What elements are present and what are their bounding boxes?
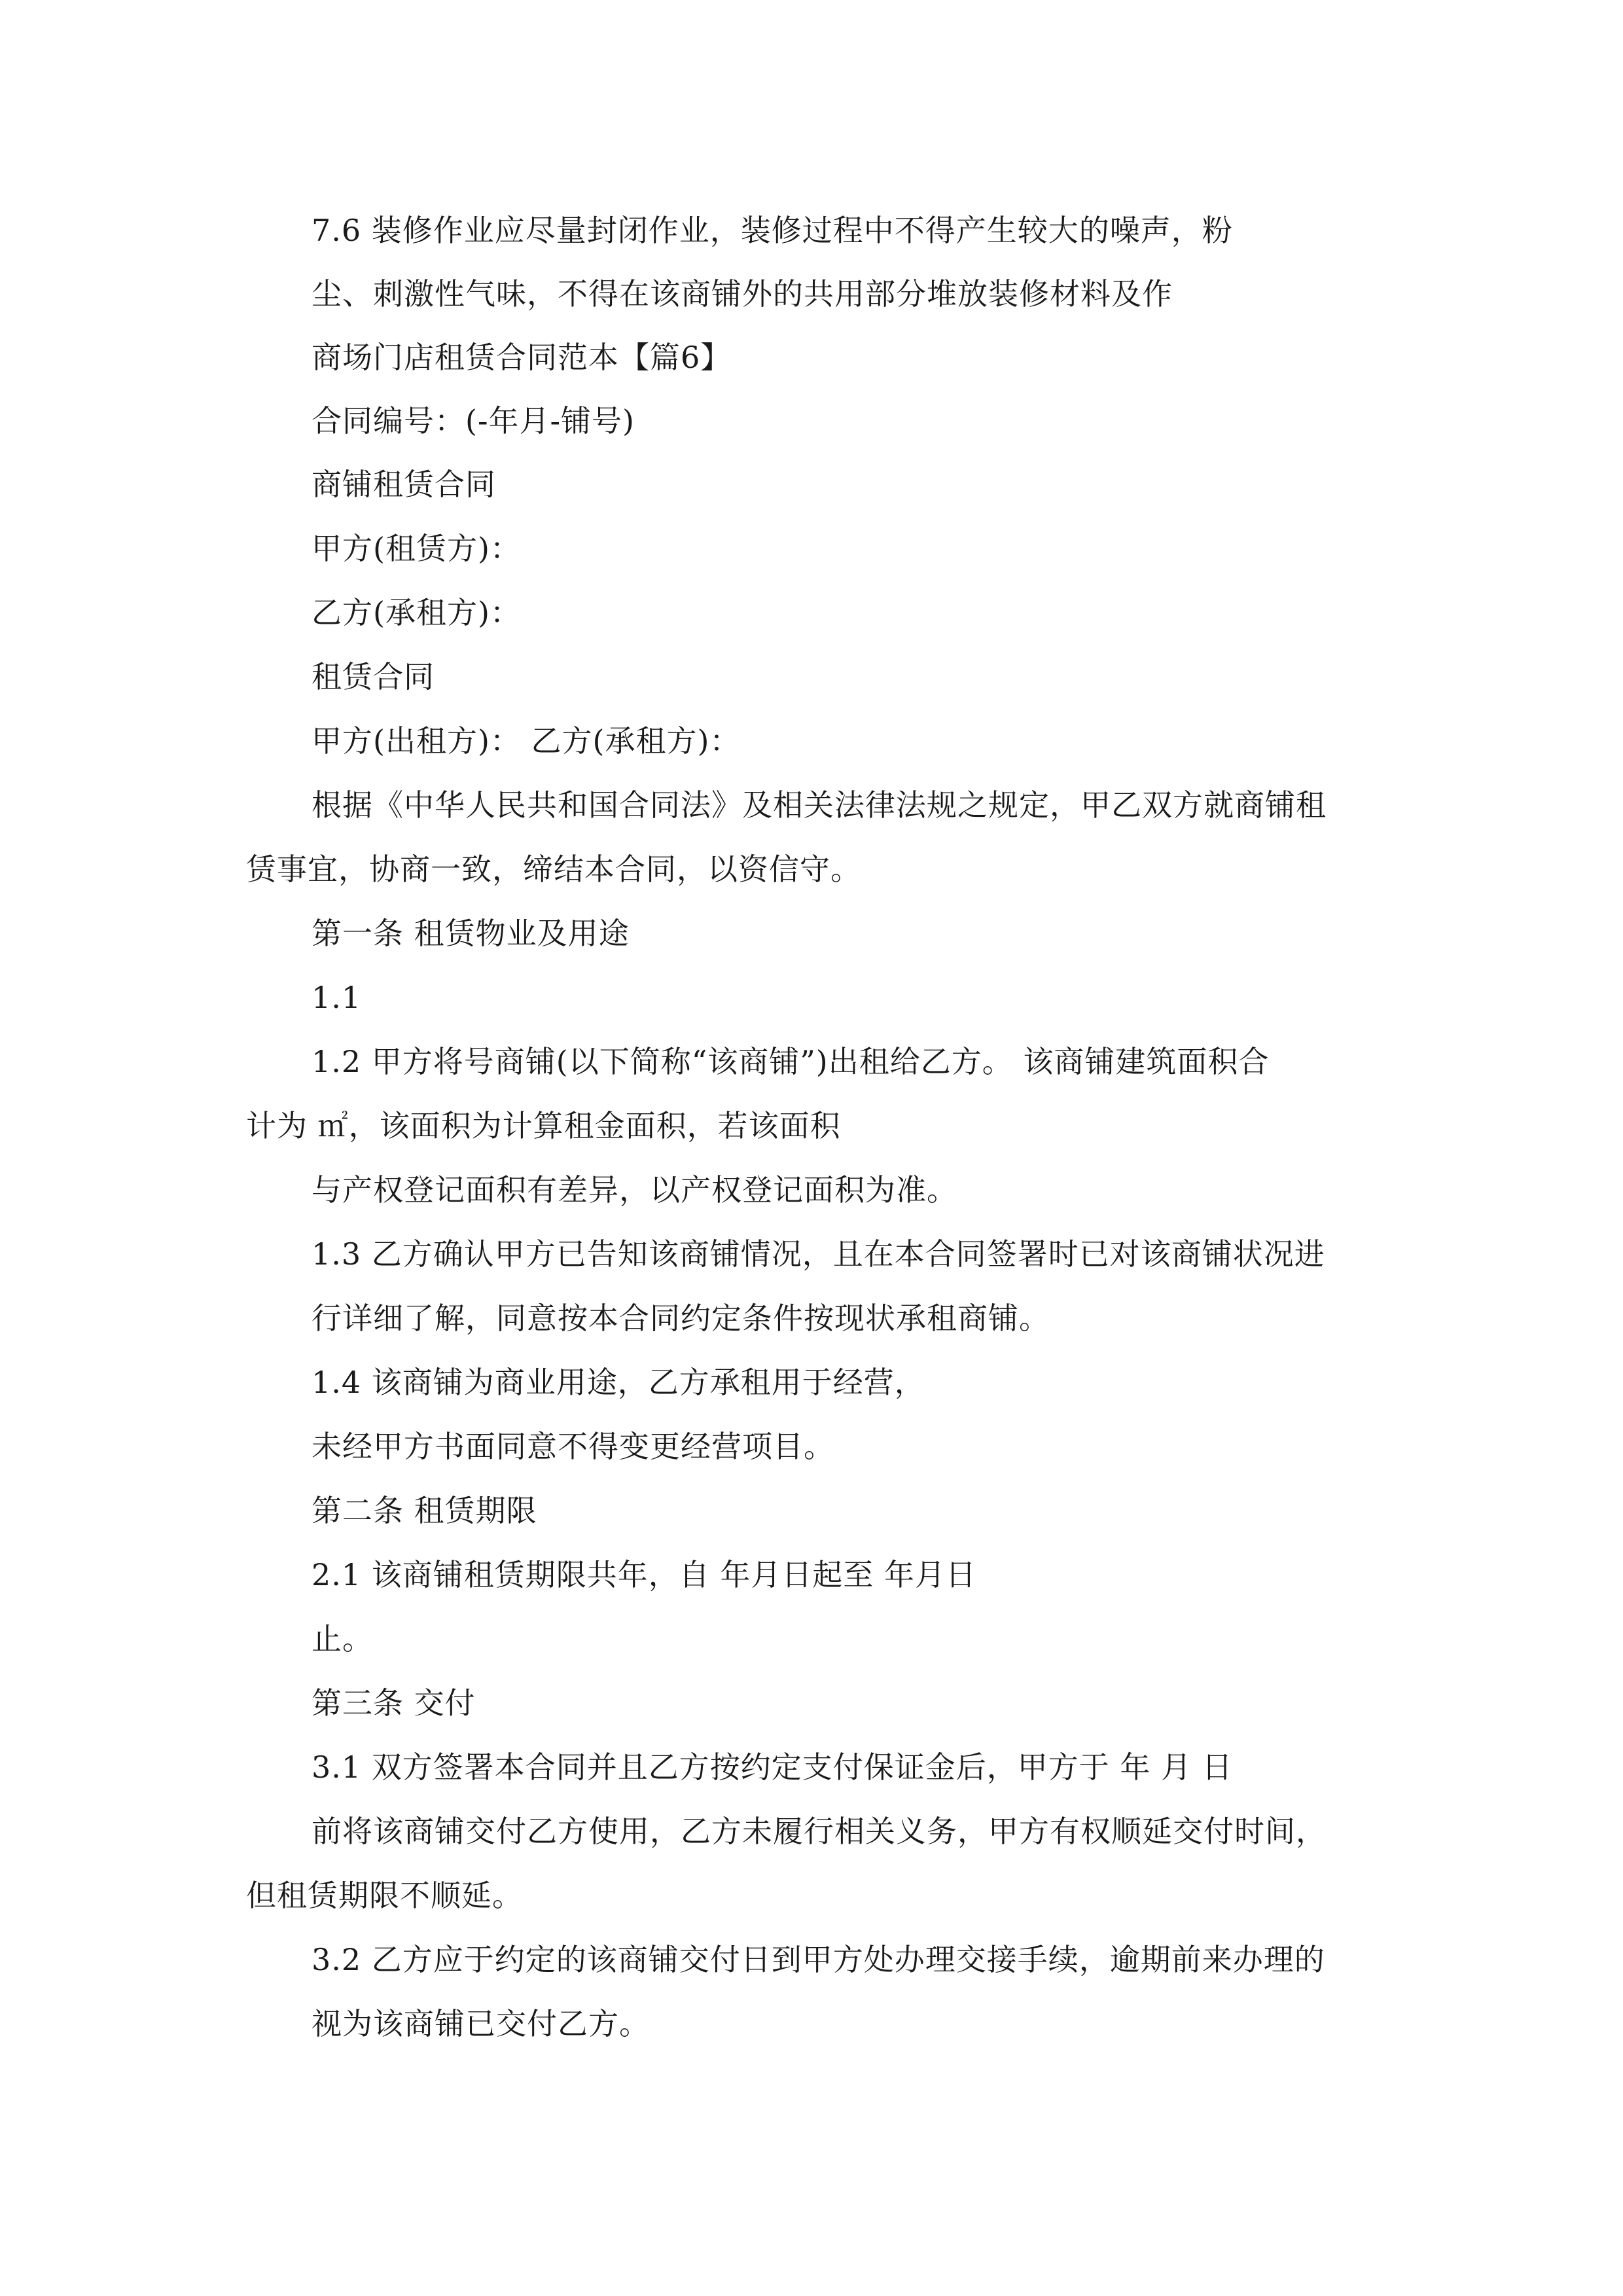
para-7-6-line-2: 尘、刺激性气味，不得在该商铺外的共用部分堆放装修材料及作: [312, 276, 1173, 312]
clause-3-1-line-1: 3.1 双方签署本合同并且乙方按约定支付保证金后，甲方于 年 月 日: [312, 1749, 1233, 1785]
section-heading: 商场门店租赁合同范本【篇6】: [312, 340, 732, 375]
clause-1-2-line-1: 1.2 甲方将号商铺(以下简称“该商铺”)出租给乙方。 该商铺建筑面积合: [312, 1044, 1270, 1079]
party-b-lessee: 乙方(承租方)：: [312, 595, 521, 630]
contract-subtitle: 租赁合同: [312, 659, 435, 694]
party-a-lessor: 甲方(租赁方)：: [312, 531, 521, 566]
document-title: 商铺租赁合同: [312, 467, 496, 502]
parties-line: 甲方(出租方)： 乙方(承租方)：: [312, 723, 741, 759]
clause-1-2-line-2: 计为 ㎡，该面积为计算租金面积，若该面积: [246, 1108, 841, 1143]
clause-3-1-line-3: 但租赁期限不顺延。: [246, 1878, 523, 1913]
clause-1-4-line-1: 1.4 该商铺为商业用途，乙方承租用于经营，: [312, 1365, 925, 1400]
clause-1-4-line-2: 未经甲方书面同意不得变更经营项目。: [312, 1429, 834, 1464]
clause-2-1-line-2: 止。: [312, 1621, 373, 1657]
contract-number: 合同编号：(-年月-铺号): [312, 403, 635, 439]
para-7-6-line-1: 7.6 装修作业应尽量封闭作业，装修过程中不得产生较大的噪声，粉: [312, 213, 1233, 248]
clause-2-1-line-1: 2.1 该商铺租赁期限共年，自 年月日起至 年月日: [312, 1557, 977, 1592]
clause-3-2-line-1: 3.2 乙方应于约定的该商铺交付日到甲方处办理交接手续，逾期前来办理的: [312, 1942, 1325, 1977]
clause-1-1: 1.1: [312, 980, 362, 1015]
clause-3-1-line-2: 前将该商铺交付乙方使用，乙方未履行相关义务，甲方有权顺延交付时间，: [312, 1814, 1327, 1849]
preamble-line-2: 赁事宜，协商一致，缔结本合同，以资信守。: [246, 852, 861, 887]
clause-1-3-line-1: 1.3 乙方确认甲方已告知该商铺情况，且在本合同签署时已对该商铺状况进: [312, 1236, 1325, 1272]
article-1-heading: 第一条 租赁物业及用途: [312, 916, 630, 951]
article-3-heading: 第三条 交付: [312, 1685, 476, 1721]
clause-3-2-line-2: 视为该商铺已交付乙方。: [312, 2006, 650, 2041]
article-2-heading: 第二条 租赁期限: [312, 1493, 537, 1528]
clause-1-2-line-3: 与产权登记面积有差异，以产权登记面积为准。: [312, 1172, 957, 1208]
preamble-line-1: 根据《中华人民共和国合同法》及相关法律法规之规定，甲乙双方就商铺租: [312, 787, 1327, 823]
clause-1-3-line-2: 行详细了解，同意按本合同约定条件按现状承租商铺。: [312, 1300, 1050, 1336]
